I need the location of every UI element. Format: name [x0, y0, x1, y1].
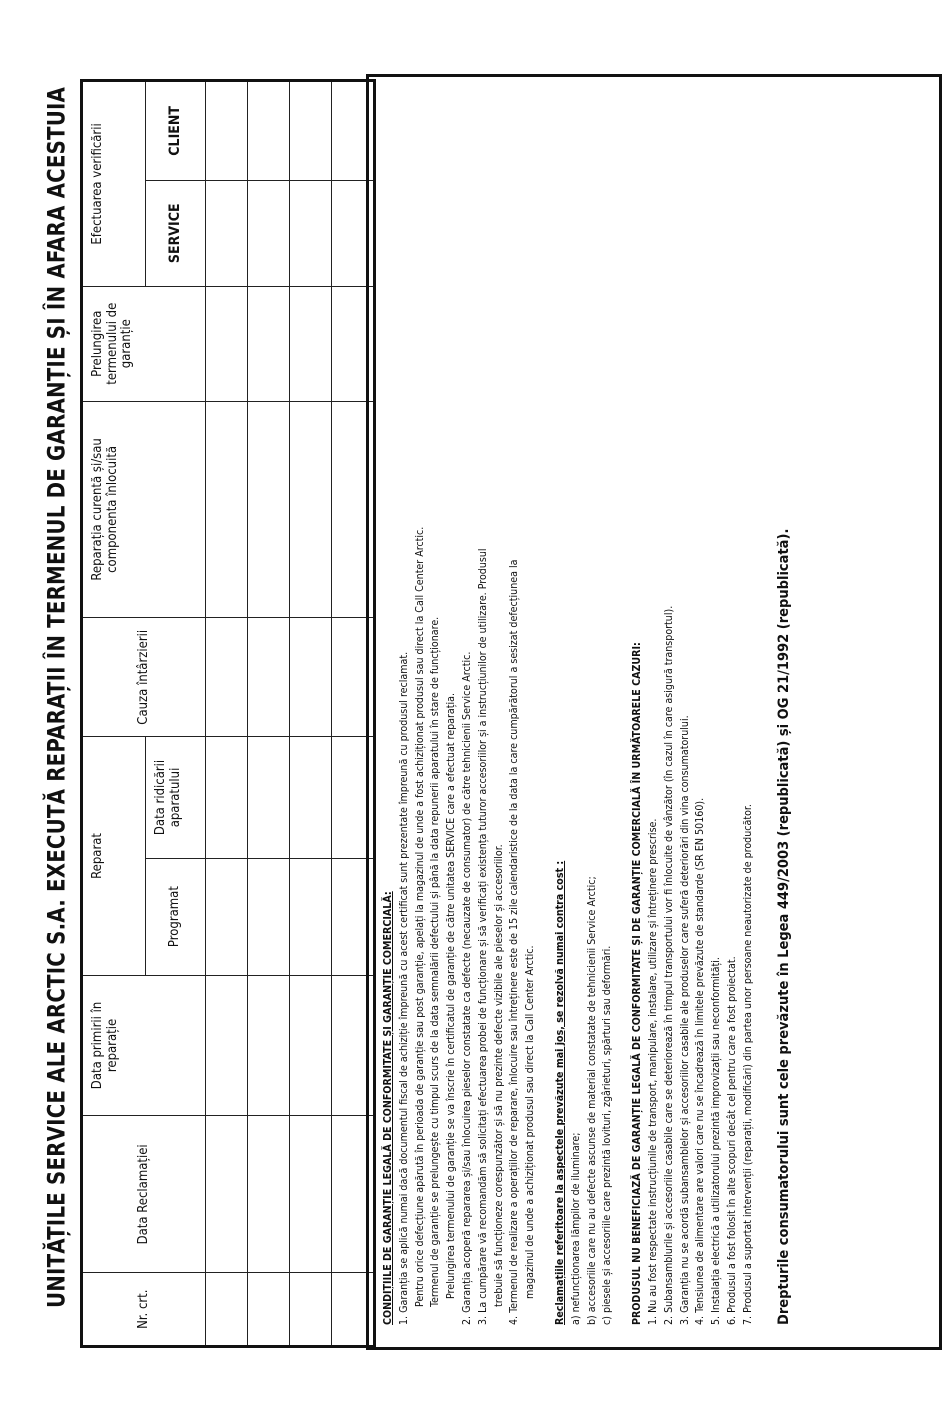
conditions-heading: CONDIȚIILE DE GARANȚIE LEGALĂ DE CONFORMITATE ȘI GARANȚIE COMERCIALĂ:: [382, 891, 394, 1325]
condition-line: Prelungirea termenului de garanție se va înscrie în certificatul de garanție de către unitatea SERVICE care a efectuat reparația.: [445, 693, 458, 1299]
condition-line: 3. La cumpărare vă recomandăm să solicitați efectuarea probei de funcționare și să verificați existența tuturor accesoriilor și a instrucțiunilor de utilizare. Produsul: [476, 548, 489, 1325]
header-programat: Programat: [146, 858, 206, 975]
condition-line: trebuie să funcționeze corespunzător și să nu prezinte defecte vizibile ale pieselor și accesoriilor.: [492, 844, 505, 1307]
header-cauza-intarzierii: Cauza întârzierii: [82, 618, 206, 737]
exclusion-line: 2. Subansamblurile și accesoriile casabile care se deteriorează în timpul transportului vor fi înlocuite de vânzător (în cazul în care asigură transportul).: [662, 605, 675, 1325]
paid-claim-line: c) piesele și accesoriile care prezintă lovituri, zgârieturi, spărturi sau deformări.: [601, 945, 614, 1325]
condition-line: 4. Termenul de realizare a operațiilor de reparare, înlocuire sau întreținere este de 15 zile calendaristice de la data la care cumpărătorul a sesizat defecțiunea la: [508, 559, 521, 1325]
paid-claim-line: b) accesoriile care nu au defecte ascunse de material constatate de tehnicienii Service Arctic;: [585, 876, 598, 1325]
header-data-primirii: Data primirii în reparație: [82, 975, 206, 1116]
header-reparatia-curenta: Reparația curentă și/sau componenta înlocuită: [82, 401, 206, 618]
condition-line: magazinul de unde a achiziționat produsul sau direct la Call Center Arctic.: [524, 945, 537, 1299]
header-data-reclamatiei: Data Reclamației: [82, 1116, 206, 1273]
header-data-ridicarii: Data ridicării aparatului: [146, 737, 206, 858]
condition-line: 2. Garanția acoperă repararea și/sau înlocuirea pieselor constatate ca defecte (necauzate de consumator) de către tehnicienii Service Arctic.: [460, 651, 473, 1325]
header-reparat: Reparat: [82, 737, 146, 975]
header-efectuarea-verificarii: Efectuarea verificării: [82, 81, 146, 287]
table-row: [206, 81, 248, 1347]
header-nr-crt: Nr. crt.: [82, 1273, 206, 1347]
condition-line: Termenul de garanție se prelungește cu timpul scurs de la data semnalării defectului și până la data repunerii aparatului în stare de funcționare.: [429, 616, 442, 1307]
exclusion-line: 4. Tensiunea de alimentare are valori care nu se încadrează în limitele prevăzute de standarde (SR EN 50160).: [694, 797, 707, 1325]
consumer-rights-statement: Drepturile consumatorului sunt cele prevăzute în Legea 449/2003 (republicată) și OG 21/1992 (republicată).: [775, 528, 792, 1325]
condition-line: 1. Garanția se aplică numai dacă documentul fiscal de achiziție împreună cu acest certificat sunt prezentate împreună cu produsul reclamat.: [397, 651, 410, 1325]
header-prelungirea: Prelungirea termenului de garanție: [82, 286, 206, 401]
page-title: UNITĂȚILE SERVICE ALE ARCTIC S.A. EXECUTĂ REPARAȚII ÎN TERMENUL DE GARANȚIE ȘI ÎN AFARA ACESTUIA: [44, 86, 71, 1308]
table-row: [248, 81, 290, 1347]
condition-line: Pentru orice defecțiune apărută în perioada de garanție sau post garanție, apelați la magazinul de unde a fost achiziționat produsul sau direct la Call Center Arctic.: [413, 526, 426, 1307]
paid-claims-heading: Reclamațiile referitoare la aspectele prevăzute mai jos, se rezolvă numai contra cost :: [553, 860, 566, 1325]
repair-log-table: [80, 79, 376, 1348]
exclusion-line: 3. Garanția nu se acordă subansamblelor și accesoriilor casabile ale produselor care suferă deteriorări din vina consumatorului.: [678, 715, 691, 1325]
exclusion-line: 1. Nu au fost respectate instrucțiunile de transport, manipulare, instalare, utilizare și întreținere prescrise.: [646, 818, 659, 1325]
exclusions-heading: PRODUSUL NU BENEFICIAZĂ DE GARANȚIE LEGALĂ DE CONFORMITATE ȘI DE GARANȚIE COMERCIALĂ ÎN URMĂTOARELE CAZURI:: [631, 642, 644, 1325]
header-client: CLIENT: [146, 81, 206, 181]
table-row: [290, 81, 332, 1347]
exclusion-line: 5. Instalația electrică a utilizatorului prezintă improvizații sau neconformități.: [710, 957, 723, 1325]
exclusion-line: 6. Produsul a fost folosit în alte scopuri decât cel pentru care a fost proiectat.: [725, 956, 738, 1325]
paid-claim-line: a) nefuncționarea lămpilor de iluminare;: [569, 1132, 582, 1325]
header-service: SERVICE: [146, 180, 206, 286]
exclusion-line: 7. Produsul a suportat intervenții (reparații, modificări) din partea unor persoane neautorizate de producător.: [741, 804, 754, 1325]
warranty-conditions-box: [366, 74, 942, 1350]
